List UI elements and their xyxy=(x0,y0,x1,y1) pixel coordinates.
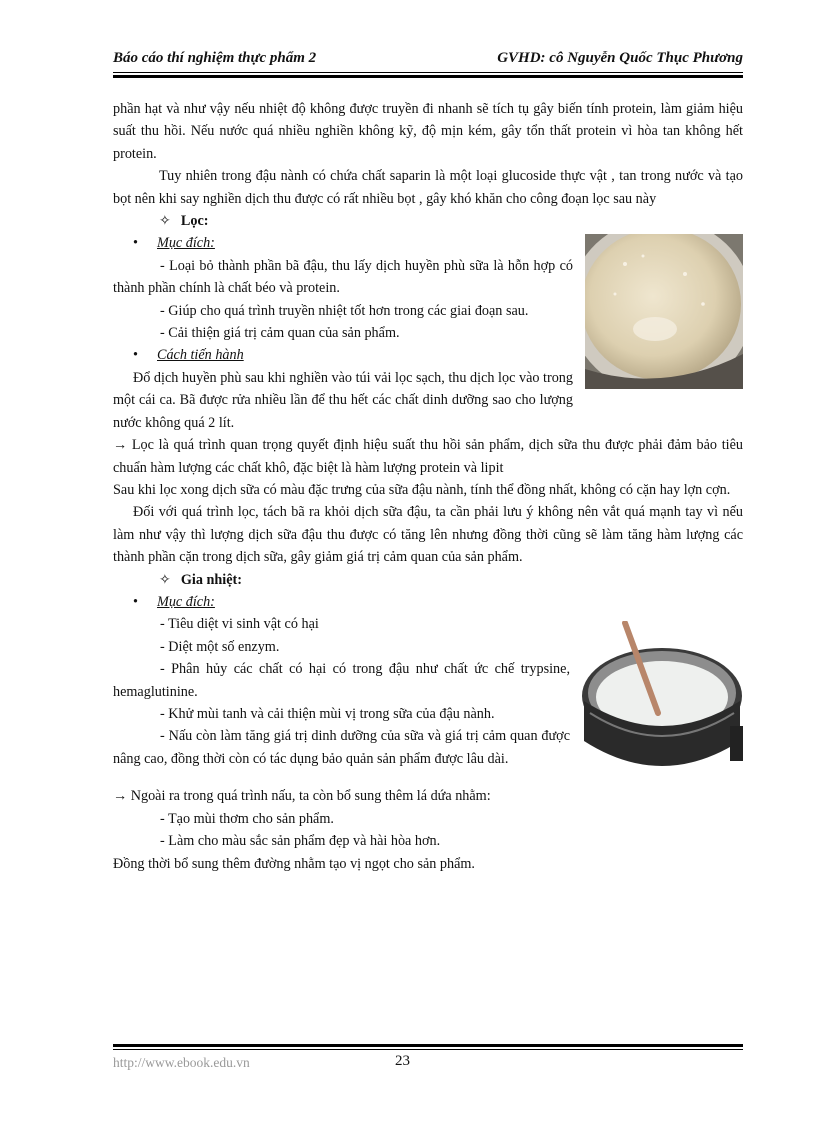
header-rule xyxy=(113,72,743,78)
diamond-star-icon: ✧ xyxy=(159,213,171,230)
paragraph-note: → Lọc là quá trình quan trọng quyết định hiệu suất thu hồi sản phẩm, dịch sữa thu được phải đảm bảo tiêu chuẩn hàm lượng các chất khô, đặc biệt là hàm lượng protein và lipit xyxy=(113,437,743,476)
paragraph-note: → Ngoài ra trong quá trình nấu, ta còn bổ sung thêm lá dứa nhằm: xyxy=(113,788,491,805)
strained-soymilk-photo xyxy=(585,234,743,389)
boiling-pot-photo xyxy=(580,621,743,781)
paragraph-saparin: Tuy nhiên trong đậu nành có chứa chất saparin là một loại glucoside thực vật , tan trong nước và tạo bọt nên khi say nghiền dịch thu được có rất nhiều bọt , gây khó khăn cho công đoạn lọc sau này xyxy=(113,168,743,207)
list-label-purpose-loc: • Mục đích: xyxy=(113,232,743,254)
page-header xyxy=(113,50,743,74)
paragraph-note: Đồng thời bổ sung thêm đường nhằm tạo vị ngọt cho sản phẩm. xyxy=(113,855,475,872)
list-item: - Loại bỏ thành phần bã đậu, thu lấy dịch huyền phù sữa là hỗn hợp có thành phần chính là chất béo và protein. xyxy=(113,257,573,297)
list-label-purpose-gianhiet: • Mục đích: xyxy=(113,591,743,613)
footer-url: http://www.ebook.edu.vn xyxy=(113,1055,250,1070)
list-item: - Tiêu diệt vi sinh vật có hại xyxy=(160,616,319,633)
list-item: - Làm cho màu sắc sản phẩm đẹp và hài hòa hơn. xyxy=(160,833,441,850)
paragraph-note: Sau khi lọc xong dịch sữa có màu đặc trưng của sữa đậu nành, tính thể đồng nhất, không có cặn hay lợn cợn. xyxy=(113,481,731,498)
bullet-dot-icon: • xyxy=(133,347,138,364)
list-label-method-loc: • Cách tiến hành xyxy=(113,344,743,366)
page-number: 23 xyxy=(395,1053,410,1069)
bullet-dot-icon: • xyxy=(133,593,138,610)
page-body xyxy=(113,98,743,875)
list-item: - Tạo mùi thơm cho sản phẩm. xyxy=(160,810,334,827)
paragraph-method: Đổ dịch huyền phù sau khi nghiền vào túi vải lọc sạch, thu dịch lọc vào trong một cái ca. Bã được rửa nhiều lần để thu hết các chất dinh dưỡng sao cho lượng nước không quá 2 lít. xyxy=(113,369,573,431)
list-item: - Khử mùi tanh và cải thiện mùi vị trong sữa của đậu nành. xyxy=(160,705,495,722)
list-item: - Diệt một số enzym. xyxy=(160,638,280,655)
paragraph-note: Đối với quá trình lọc, tách bã ra khỏi dịch sữa đậu, ta cần phải lưu ý không nên vắt quá mạnh tay vì nếu làm như vậy thì lượng dịch sữa đậu thu được có tăng lên nhưng đồng thời cũng sẽ làm tăng hàm lượng các thành phần cặn trong dịch sữa, gây giảm giá trị cảm quan của sản phẩm. xyxy=(113,504,743,566)
list-item: - Cải thiện giá trị cảm quan của sản phẩm. xyxy=(160,325,400,342)
list-item: - Phân hủy các chất có hại có trong đậu như chất ức chế trypsine, hemaglutinine. xyxy=(113,661,570,700)
list-item: - Giúp cho quá trình truyền nhiệt tốt hơn trong các giai đoạn sau. xyxy=(160,302,529,319)
header-report-title: Báo cáo thí nghiệm thực phẩm 2 xyxy=(113,50,317,66)
section-heading-gianhiet xyxy=(113,569,743,591)
section-heading-loc-text: Lọc: xyxy=(180,213,209,230)
section-heading-loc xyxy=(113,210,743,232)
diamond-star-icon: ✧ xyxy=(159,571,171,588)
section-heading-gianhiet-text: Gia nhiệt: xyxy=(180,571,242,588)
bullet-dot-icon: • xyxy=(133,235,138,252)
header-instructor: GVHD: cô Nguyễn Quốc Thục Phương xyxy=(497,50,743,66)
paragraph-continued: phần hạt và như vậy nếu nhiệt độ không được truyền đi nhanh sẽ tích tụ gây biến tính protein, làm giảm hiệu suất thu hồi. Nếu nước quá nhiều nghiền không kỹ, độ mịn kém, gây tổn thất protein vì hòa tan không hết protein. xyxy=(113,101,743,162)
list-item: - Nấu còn làm tăng giá trị dinh dưỡng của sữa và giá trị cảm quan được nâng cao, đồng thời còn có tác dụng bảo quản sản phẩm được lâu dài. xyxy=(113,728,570,767)
footer-rule xyxy=(113,1044,743,1050)
